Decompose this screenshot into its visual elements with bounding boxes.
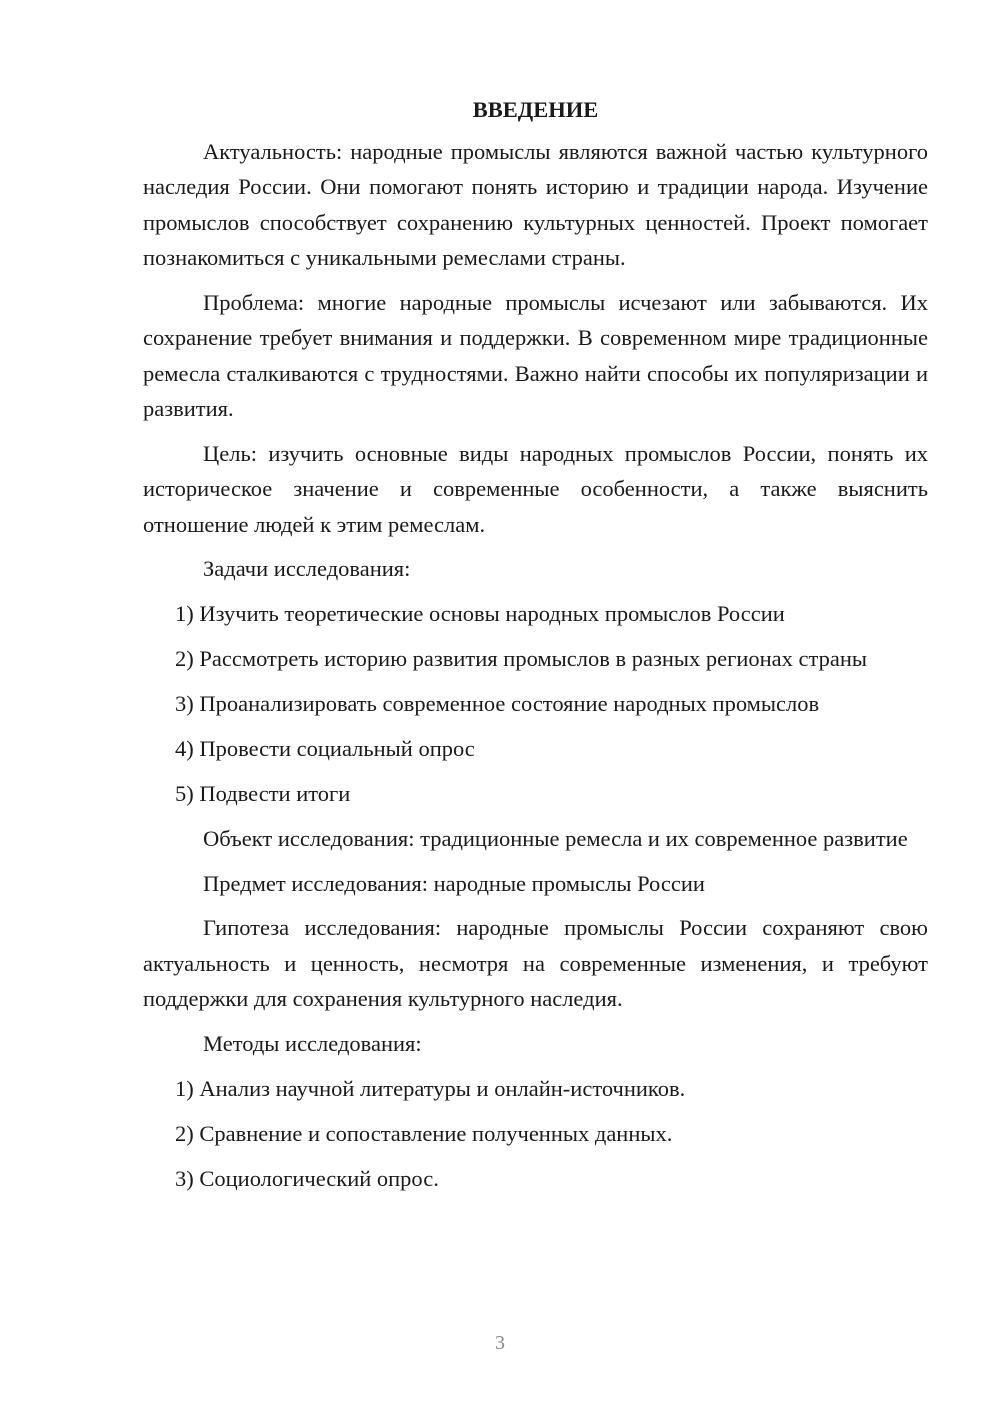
task-item: 5) Подвести итоги <box>175 781 351 806</box>
goal-paragraph: Цель: изучить основные виды народных промыслов России, понять их историческое значение и современные особенности, а также выяснить отношение людей к этим ремеслам. <box>143 440 928 537</box>
document-page <box>143 92 928 1206</box>
methods-heading: Методы исследования: <box>203 1030 422 1056</box>
page-number: 3 <box>495 1332 505 1354</box>
object-paragraph: Объект исследования: традиционные ремесла и их современное развитие <box>203 826 908 851</box>
task-item: 3) Проанализировать современное состояние народных промыслов <box>175 691 820 716</box>
problem-paragraph: Проблема: многие народные промыслы исчезают или забываются. Их сохранение требует внимания и поддержки. В современном мире традиционные ремесла сталкиваются с трудностями. Важно найти способы их популяризации и развития. <box>143 289 928 421</box>
method-item: 2) Сравнение и сопоставление полученных данных. <box>175 1120 673 1146</box>
tasks-heading: Задачи исследования: <box>203 556 411 581</box>
method-item: 1) Анализ научной литературы и онлайн-источников. <box>175 1075 686 1101</box>
method-item: 3) Социологический опрос. <box>175 1165 439 1191</box>
hypothesis-paragraph: Гипотеза исследования: народные промыслы России сохраняют свою актуальность и ценность, несмотря на современные изменения, и требуют поддержки для сохранения культурного наследия. <box>143 915 928 1011</box>
relevance-paragraph: Актуальность: народные промыслы являются важной частью культурного наследия России. Они помогают понять историю и традиции народа. Изучение промыслов способствует сохранению культурных ценностей. Проект помогает познакомиться с уникальными ремеслами страны. <box>143 138 928 270</box>
task-item: 1) Изучить теоретические основы народных промыслов России <box>175 601 785 626</box>
task-item: 2) Рассмотреть историю развития промыслов в разных регионах страны <box>175 646 868 671</box>
subject-paragraph: Предмет исследования: народные промыслы России <box>203 870 705 896</box>
methods-list <box>143 1071 928 1197</box>
tasks-list <box>143 596 928 812</box>
section-title: ВВЕДЕНИЕ <box>472 97 599 122</box>
task-item: 4) Провести социальный опрос <box>175 736 475 761</box>
